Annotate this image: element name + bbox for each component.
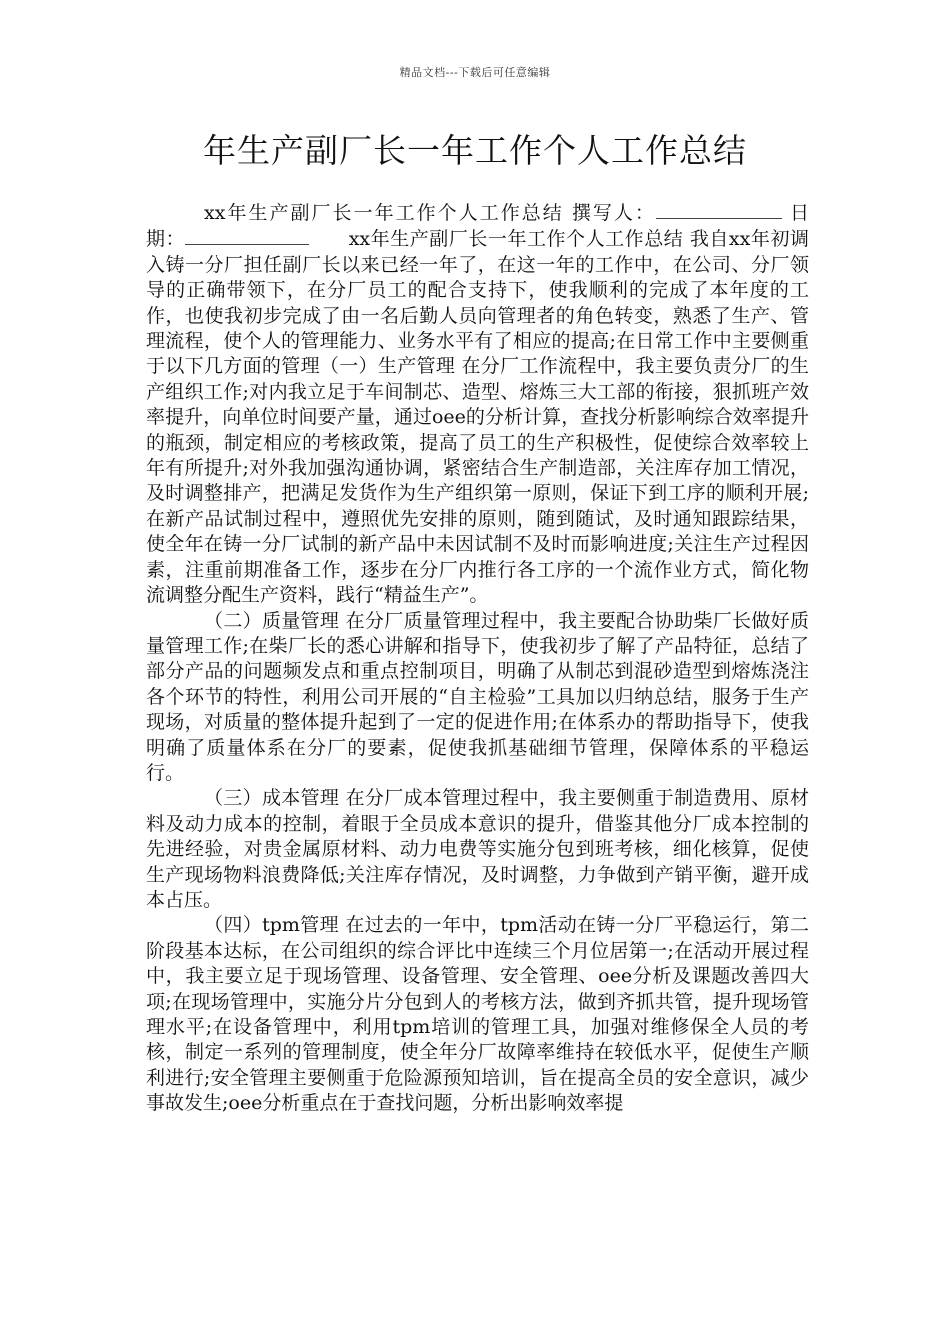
author-blank-continued bbox=[754, 200, 782, 219]
section-tpm-paragraph: （四）tpm管理 在过去的一年中，tpm活动在铸一分厂平稳运行，第二阶段基本达标，在公司组织的综合评比中连续三个月位居第一;在活动开展过程中，我主要立足于现场管理、设备管理、安全管理、oee分析及课题改善四大项;在现场管理中，实施分片分包到人的考核方法，做到齐抓共管，提升现场管理水平;在设备管理中，利用tpm培训的管理工具，加强对维修保全人员的考核，制定一系列的管理制度，使全年分厂故障率维持在较低水平，促使生产顺利进行;安全管理主要侧重于危险源预知培训，旨在提高全员的安全意识，减少事故发生;oee分析重点在于查找问题，分析出影响效率提 bbox=[146, 914, 809, 1115]
section-cost-paragraph: （三）成本管理 在分厂成本管理过程中，我主要侧重于制造费用、原材料及动力成本的控制，着眼于全员成本意识的提升，借鉴其他分厂成本控制的先进经验，对贵金属原材料、动力电费等实施分包到班考核，细化核算，促使生产现场物料浪费降低;关注库存情况，及时调整，力争做到产销平衡，避开成本占压。 bbox=[146, 787, 809, 911]
author-blank bbox=[656, 200, 754, 219]
section-quality-paragraph: （二）质量管理 在分厂质量管理过程中，我主要配合协助柴厂长做好质量管理工作;在柴厂长的悉心讲解和指导下，使我初步了解了产品特征，总结了部分产品的问题频发点和重点控制项目，明确了从制芯到混砂造型到熔炼浇注各个环节的特性，利用公司开展的“自主检验”工具加以归纳总结，服务于生产现场，对质量的整体提升起到了一定的促进作用;在体系办的帮助指导下，使我明确了质量体系在分厂的要素，促使我抓基础细节管理，保障体系的平稳运行。 bbox=[146, 609, 809, 784]
intro-body-text: xx年生产副厂长一年工作个人工作总结 我自xx年初调入铸一分厂担任副厂长以来已经一年了，在这一年的工作中，在公司、分厂领导的正确带领下，在分厂员工的配合支持下，使我顺利的完成了本年度的工作，也使我初步完成了由一名后勤人员向管理者的角色转变，熟悉了生产、管理流程，使个人的管理能力、业务水平有了相应的提高;在日常工作中主要侧重于以下几方面的管理（一）生产管理 在分厂工作流程中，我主要负责分厂的生产组织工作;对内我立足于车间制芯、造型、熔炼三大工部的衔接，狠抓班产效率提升，向单位时间要产量，通过oee的分析计算，查找分析影响综合效率提升的瓶颈，制定相应的考核政策，提高了员工的生产积极性，促使综合效率较上年有所提升;对外我加强沟通协调，紧密结合生产制造部，关注库存加工情况，及时调整排产，把满足发货作为生产组织第一原则，保证下到工序的顺利开展;在新产品试制过程中，遵照优先安排的原则，随到随试，及时通知跟踪结果，使全年在铸一分厂试制的新产品中未因试制不及时而影响进度;关注生产过程因素，注重前期准备工作，逐步在分厂内推行各工序的一个流作业方式，简化物流调整分配生产资料，践行“精益生产”。 bbox=[146, 228, 809, 607]
document-body bbox=[146, 200, 828, 1117]
date-blank bbox=[185, 226, 309, 245]
date-label: 日 期： bbox=[146, 202, 828, 251]
subtitle-text: xx年生产副厂长一年工作个人工作总结 撰写人： bbox=[204, 202, 656, 224]
intro-paragraph bbox=[146, 200, 828, 609]
header-note: 精品文档---下载后可任意编辑 bbox=[399, 66, 551, 79]
document-title: 年生产副厂长一年工作个人工作总结 bbox=[203, 131, 747, 170]
